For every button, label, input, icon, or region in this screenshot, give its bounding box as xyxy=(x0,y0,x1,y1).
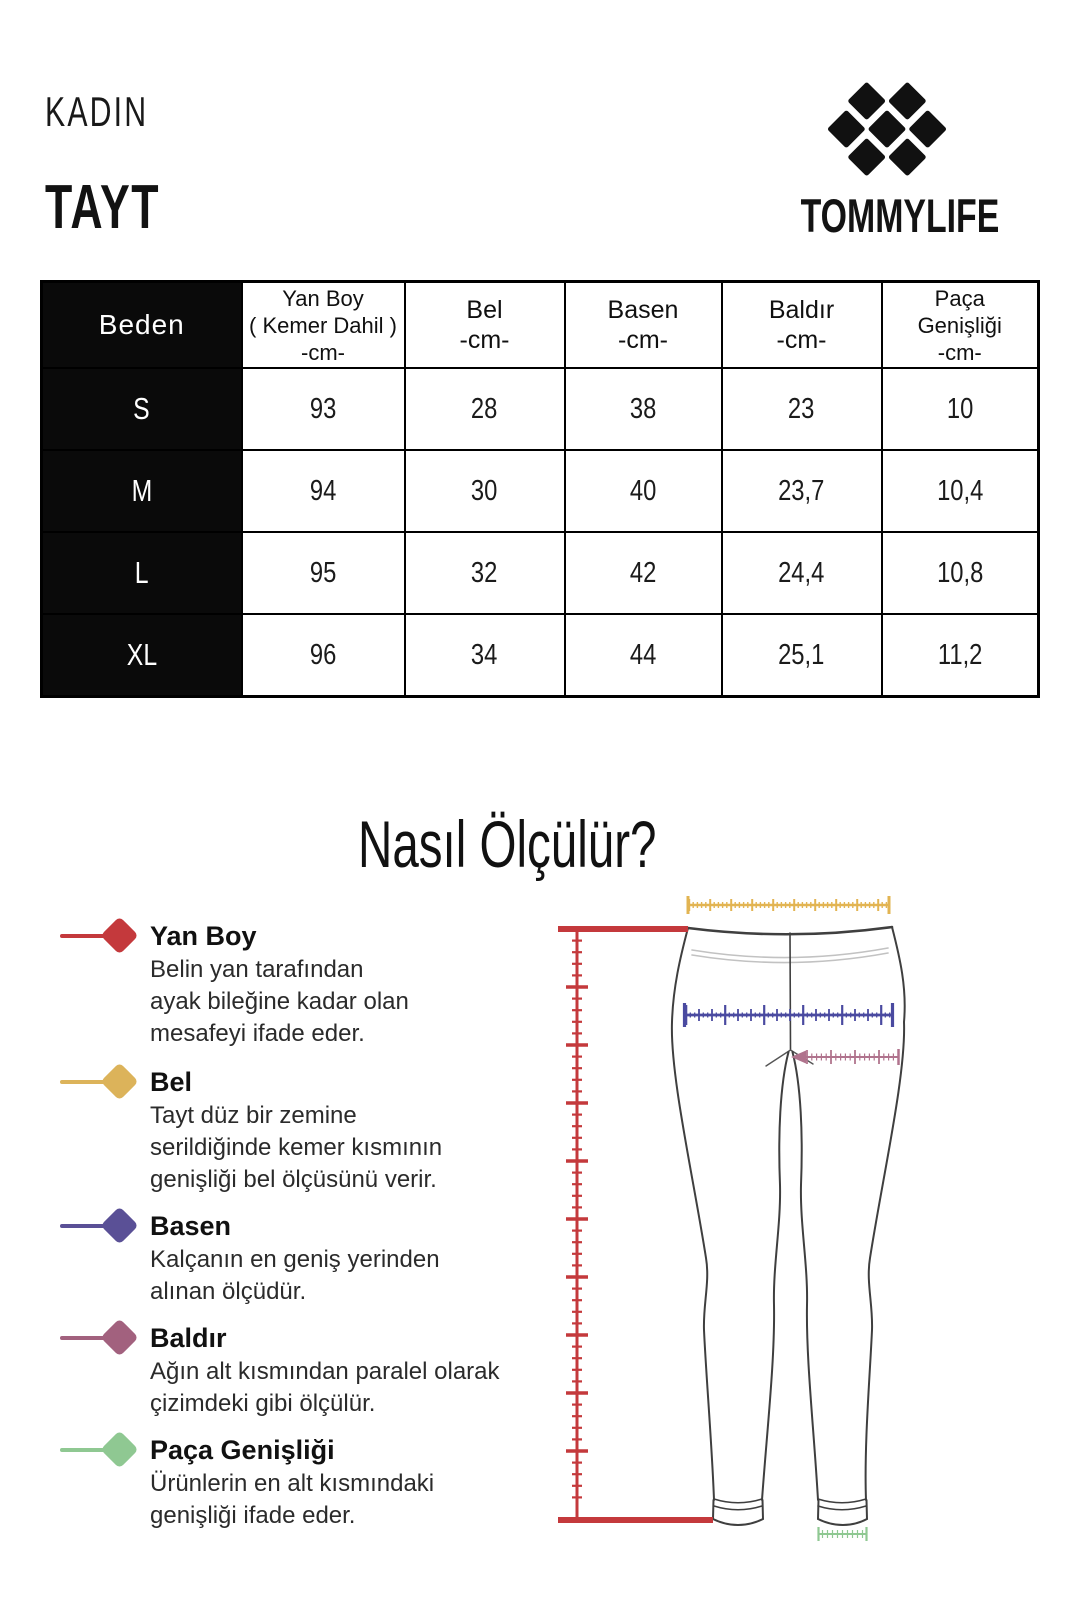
size-label: XL xyxy=(42,614,242,697)
bel-ruler xyxy=(687,895,890,915)
measurement-cell: 94 xyxy=(242,450,405,532)
measurement-cell: 95 xyxy=(242,532,405,614)
measurement-cell: 10 xyxy=(882,368,1039,450)
column-header-paca-genisligi: Paça Genişliği -cm- xyxy=(882,282,1039,369)
measurement-cell: 30 xyxy=(405,450,565,532)
brand-block xyxy=(762,80,1012,243)
measurement-cell: 23 xyxy=(722,368,882,450)
legend-term: Paça Genişliği xyxy=(150,1435,335,1465)
legend-term: Bel xyxy=(150,1067,193,1097)
column-header-yan-boy: Yan Boy ( Kemer Dahil ) -cm- xyxy=(242,282,405,369)
size-row-m xyxy=(42,450,1039,532)
leggings-measure-diagram xyxy=(530,870,1050,1550)
measurement-cell: 10,4 xyxy=(882,450,1039,532)
paca-genisligi-diamond-marker-icon xyxy=(40,1432,148,1468)
column-header-bel: Bel -cm- xyxy=(405,282,565,369)
legend-item-basen: Basen Kalçanın en geniş yerinden alınan ölçüdür. xyxy=(40,1208,440,1308)
brand-wordmark: TOMMYLIFE xyxy=(800,189,1000,242)
measurement-cell: 10,8 xyxy=(882,532,1039,614)
column-header-baldir: Baldır -cm- xyxy=(722,282,882,369)
measurement-cell: 34 xyxy=(405,614,565,697)
measurement-cell: 96 xyxy=(242,614,405,697)
measurement-cell: 25,1 xyxy=(722,614,882,697)
baldir-ruler xyxy=(791,1049,899,1065)
measurement-cell: 32 xyxy=(405,532,565,614)
size-label: M xyxy=(42,450,242,532)
size-row-s xyxy=(42,368,1039,450)
measure-guide-title: Nasıl Ölçülür? xyxy=(357,807,657,881)
size-row-l xyxy=(42,532,1039,614)
legend-term: Basen xyxy=(150,1211,232,1241)
measurement-cell: 42 xyxy=(565,532,722,614)
measurement-cell: 44 xyxy=(565,614,722,697)
legend-item-yan-boy: Yan Boy Belin yan tarafından ayak bileğine kadar olan mesafeyi ifade eder. xyxy=(40,918,409,1050)
measurement-cell: 11,2 xyxy=(882,614,1039,697)
paca-genisligi-ruler xyxy=(818,1527,867,1541)
legend-item-bel: Bel Tayt düz bir zemine serildiğinde kemer kısmının genişliği bel ölçüsünü verir. xyxy=(40,1064,442,1196)
baldir-diamond-marker-icon xyxy=(40,1320,148,1356)
legend-item-baldir: Baldır Ağın alt kısmından paralel olarak çizimdeki gibi ölçülür. xyxy=(40,1320,500,1420)
size-label: S xyxy=(42,368,242,450)
basen-ruler xyxy=(683,1003,894,1027)
measurement-cell: 23,7 xyxy=(722,450,882,532)
measurement-cell: 28 xyxy=(405,368,565,450)
measurement-cell: 38 xyxy=(565,368,722,450)
table-header-row xyxy=(42,282,1039,369)
column-header-beden: Beden xyxy=(42,282,242,369)
basen-diamond-marker-icon xyxy=(40,1208,148,1244)
measurement-cell: 93 xyxy=(242,368,405,450)
yan-boy-diamond-marker-icon xyxy=(40,918,148,954)
measurement-cell: 40 xyxy=(565,450,722,532)
size-row-xl xyxy=(42,614,1039,697)
bel-diamond-marker-icon xyxy=(40,1064,148,1100)
size-table xyxy=(40,280,1040,698)
brand-diamonds-logo-icon xyxy=(827,80,947,178)
legend-term: Yan Boy xyxy=(150,921,257,951)
column-header-basen: Basen -cm- xyxy=(565,282,722,369)
product-category-label: KADIN xyxy=(45,88,149,135)
product-type-label: TAYT xyxy=(45,173,160,242)
size-label: L xyxy=(42,532,242,614)
legend-term: Baldır xyxy=(150,1323,227,1353)
measurement-cell: 24,4 xyxy=(722,532,882,614)
legend-item-paca-genisligi: Paça Genişliği Ürünlerin en alt kısmındaki genişliği ifade eder. xyxy=(40,1432,434,1532)
